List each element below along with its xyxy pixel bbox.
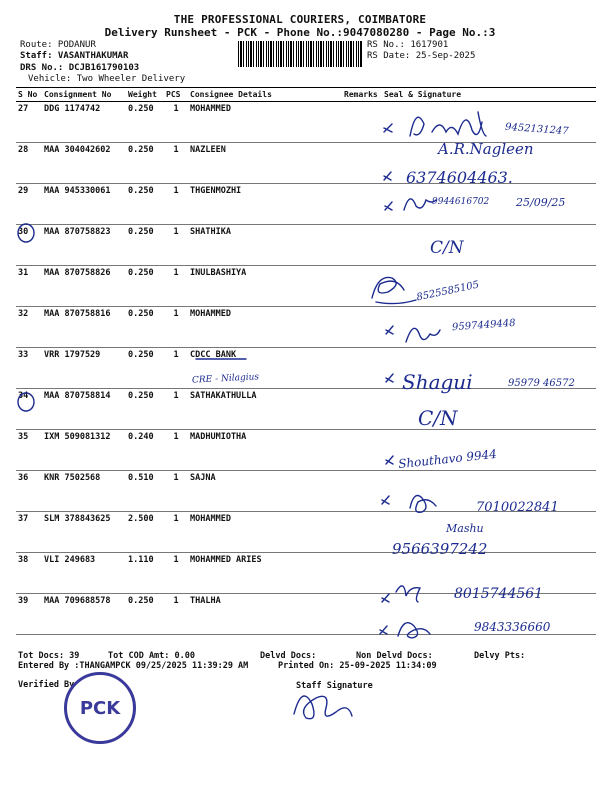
row-sno: 31 [16,266,42,307]
row-pcs: 1 [164,471,188,512]
col-seal-signature: Seal & Signature [382,88,596,102]
row-consignee: CDCC BANK [188,348,342,389]
row-weight: 0.240 [126,430,164,471]
circle-mark-34 [18,393,34,411]
vehicle-label: Vehicle: Two Wheeler Delivery [28,74,186,84]
row-consignee: NAZLEEN [188,143,342,184]
row-consignment-no: VLI 249683 [42,553,126,594]
hw-phone-37: 9566397242 [392,540,488,558]
rs-number: RS No.: 1617901 [367,40,449,50]
signature-39 [380,623,430,638]
hw-phone-29: 9944616702 [432,197,490,207]
signature-29 [385,199,436,210]
hw-phone-31: 8525585105 [415,279,481,304]
row-sno: 37 [16,512,42,553]
row-consignee: SAJNA [188,471,342,512]
row-consignment-no: KNR 7502568 [42,471,126,512]
company-title: THE PROFESSIONAL COURIERS, COIMBATORE [173,13,427,26]
footer-verified-by: Verified By [18,680,75,690]
route-label: Route: PODANUR [20,40,96,50]
footer-staff-signature: Staff Signature [296,681,373,691]
row-weight: 0.250 [126,389,164,430]
row-consignee: MOHAMMED [188,102,342,143]
row-consignment-no: MAA 870758823 [42,225,126,266]
hw-phone-27: 9452131247 [504,121,569,138]
row-sno: 32 [16,307,42,348]
row-consignment-no: DDG 1174742 [42,102,126,143]
row-sno: 28 [16,143,42,184]
row-consignment-no: VRR 1797529 [42,348,126,389]
row-consignee: THGENMOZHI [188,184,342,225]
row-weight: 0.250 [126,266,164,307]
col-weight: Weight [126,88,164,102]
row-consignment-no: MAA 304042602 [42,143,126,184]
row-pcs: 1 [164,553,188,594]
row-sno: 33 [16,348,42,389]
row-pcs: 1 [164,389,188,430]
hw-phone-39: 9843336660 [474,620,551,634]
row-weight: 0.250 [126,307,164,348]
footer-tot-docs: Tot Docs: 39 [18,651,80,661]
runsheet-subtitle: Delivery Runsheet - PCK - Phone No.:9047080280 - Page No.:3 [104,26,496,39]
hw-cn-34: C/N [418,406,458,430]
row-sno: 29 [16,184,42,225]
row-consignee: MOHAMMED [188,512,342,553]
hw-phone-38: 8015744561 [454,586,544,602]
row-consignee: INULBASHIYA [188,266,342,307]
staff-label: Staff: VASANTHAKUMAR [20,51,129,61]
row-consignment-no: MAA 870758814 [42,389,126,430]
hw-signature-35: Shouthavo 9944 [397,446,498,472]
hw-signature-33: Shagui [402,370,473,394]
tick-28 [384,172,391,180]
row-sno: 38 [16,553,42,594]
hw-phone-28: 6374604463. [406,168,513,187]
hw-name-37: Mashu [446,522,484,535]
row-consignee: SATHAKATHULLA [188,389,342,430]
col-sno: S No [16,88,42,102]
col-consignee: Consignee Details [188,88,342,102]
row-consignee: SHATHIKA [188,225,342,266]
hw-cn-30: C/N [430,238,464,258]
signature-38 [382,586,420,602]
drs-label: DRS No.: DCJB161790103 [20,63,140,73]
row-sno: 30 [16,225,42,266]
row-pcs: 1 [164,102,188,143]
row-pcs: 1 [164,143,188,184]
hw-date-29: 25/09/25 [516,196,566,209]
footer-tot-cod: Tot COD Amt: 0.00 [108,651,195,661]
row-weight: 0.250 [126,184,164,225]
row-consignment-no: MAA 870758816 [42,307,126,348]
row-sno: 34 [16,389,42,430]
row-weight: 0.250 [126,102,164,143]
row-consignment-no: SLM 378843625 [42,512,126,553]
row-pcs: 1 [164,348,188,389]
footer-entered-by: Entered By :THANGAMPCK 09/25/2025 11:39:29 AM [18,661,249,671]
row-weight: 0.250 [126,594,164,635]
row-pcs: 1 [164,594,188,635]
rs-date: RS Date: 25-Sep-2025 [367,51,476,61]
row-weight: 0.510 [126,471,164,512]
tick-33 [386,374,393,382]
row-sno: 35 [16,430,42,471]
hw-phone-36: 7010022841 [476,500,559,515]
tick-35 [386,456,393,464]
row-pcs: 1 [164,225,188,266]
row-weight: 0.250 [126,348,164,389]
col-consignment: Consignment No [42,88,126,102]
row-pcs: 1 [164,266,188,307]
hw-note-33: CRE - Nilagius [191,372,260,386]
signature-27 [384,112,486,136]
row-pcs: 1 [164,430,188,471]
row-weight: 0.250 [126,225,164,266]
footer-printed-on: Printed On: 25-09-2025 11:34:09 [278,661,437,671]
staff-signature-scribble [294,696,352,719]
col-pcs: PCS [164,88,188,102]
row-weight: 2.500 [126,512,164,553]
row-sno: 36 [16,471,42,512]
footer-non-delvd: Non Delvd Docs: [356,651,433,661]
row-sno: 27 [16,102,42,143]
row-weight: 0.250 [126,143,164,184]
row-consignee: MADHUMIOTHA [188,430,342,471]
signature-32 [386,326,440,342]
hw-phone-32: 9597449448 [451,317,516,334]
row-consignee: MOHAMMED [188,307,342,348]
signature-36 [382,496,436,513]
row-consignment-no: MAA 945330061 [42,184,126,225]
row-consignee: THALHA [188,594,342,635]
footer-delvy-pts: Delvy Pts: [474,651,526,661]
row-consignment-no: IXM 509081312 [42,430,126,471]
row-pcs: 1 [164,512,188,553]
row-weight: 1.110 [126,553,164,594]
hw-name-28: A.R.Nagleen [438,140,534,158]
row-pcs: 1 [164,184,188,225]
signature-31 [372,277,416,303]
circle-mark-30 [18,224,34,242]
stamp-text: PCK [79,697,121,719]
row-consignment-no: MAA 870758826 [42,266,126,307]
row-consignment-no: MAA 709688578 [42,594,126,635]
row-pcs: 1 [164,307,188,348]
footer-delvd-docs: Delvd Docs: [260,651,317,661]
pck-stamp [64,672,136,744]
row-sno: 39 [16,594,42,635]
row-consignee: MOHAMMED ARIES [188,553,342,594]
col-remarks: Remarks [342,88,382,102]
hw-phone-33: 95979 46572 [508,378,575,389]
